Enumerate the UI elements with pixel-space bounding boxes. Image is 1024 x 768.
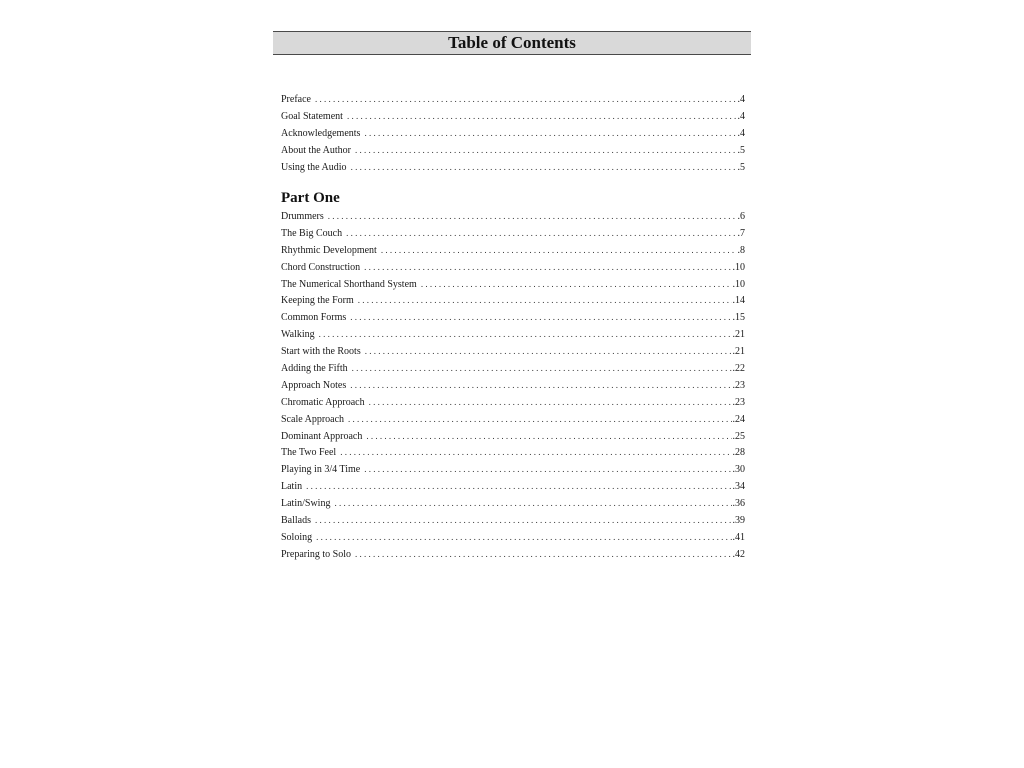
toc-leader-dots: [350, 377, 731, 394]
toc-entry-page: .42: [732, 548, 745, 560]
toc-entry-title: The Numerical Shorthand System: [281, 278, 417, 290]
toc-entry: [281, 360, 745, 377]
toc-entry-title: Walking: [281, 329, 315, 341]
toc-entry-page: .36: [732, 498, 745, 510]
toc-leader-dots: [316, 529, 731, 546]
toc-entry-title: Common Forms: [281, 312, 347, 324]
toc-entry-title: The Two Feel: [281, 447, 337, 459]
toc-entry-page: .10: [732, 278, 745, 290]
toc-leader-dots: [366, 428, 731, 445]
toc-entry-title: Scale Approach: [281, 413, 345, 425]
toc-entry-page: .28: [732, 447, 745, 459]
toc-entry-title: The Big Couch: [281, 227, 343, 239]
toc-entry: [281, 276, 745, 293]
toc-entry-page: .6: [737, 211, 745, 222]
toc-entry: [281, 461, 745, 478]
toc-entry-page: .24: [732, 413, 745, 425]
toc-part-one-list: [281, 208, 745, 563]
toc-leader-dots: [358, 292, 732, 309]
toc-entry-title: Soloing: [281, 531, 313, 543]
toc-entry: [281, 478, 745, 495]
toc-leader-dots: [306, 478, 731, 495]
toc-leader-dots: [350, 309, 731, 326]
toc-entry-page: .39: [732, 515, 745, 527]
toc-entry: [281, 309, 745, 326]
toc-entry: [281, 242, 745, 259]
toc-leader-dots: [364, 461, 731, 478]
toc-leader-dots: [355, 142, 737, 159]
page-title: Table of Contents: [273, 31, 751, 55]
toc-entry-title: Dominant Approach: [281, 430, 363, 442]
toc-leader-dots: [355, 546, 732, 563]
toc-entry-title: Adding the Fifth: [281, 363, 348, 375]
toc-entry: [281, 326, 745, 343]
toc-entry: [281, 259, 745, 276]
toc-leader-dots: [340, 444, 731, 461]
toc-entry: [281, 512, 745, 529]
toc-entry-page: .25: [732, 430, 745, 442]
toc-intro-list: [281, 91, 745, 175]
toc-entry-title: Keeping the Form: [281, 295, 354, 307]
toc-entry: [281, 225, 745, 242]
toc-leader-dots: [364, 259, 731, 276]
toc-leader-dots: [315, 91, 737, 108]
toc-entry-title: Approach Notes: [281, 379, 347, 391]
toc-entry-page: .21: [732, 329, 745, 341]
toc-entry: [281, 411, 745, 428]
toc-entry-page: .23: [732, 396, 745, 408]
toc-entry: [281, 125, 745, 142]
toc-leader-dots: [369, 394, 732, 411]
toc-entry-page: .15: [732, 312, 745, 324]
toc-leader-dots: [347, 108, 737, 125]
toc-entry-page: .5: [737, 144, 745, 156]
toc-entry-title: Using the Audio: [281, 161, 347, 173]
toc-entry-page: .10: [732, 261, 745, 273]
toc-entry: [281, 377, 745, 394]
toc-entry-title: Preparing to Solo: [281, 548, 351, 560]
toc-entry-title: Latin/Swing: [281, 498, 331, 510]
toc-entry: [281, 142, 745, 159]
toc-entry-page: .34: [732, 481, 745, 493]
toc-entry-page: .14: [732, 295, 745, 307]
toc-entry: [281, 292, 745, 309]
toc-entry-title: Start with the Roots: [281, 346, 361, 358]
toc-entry: [281, 546, 745, 563]
toc-entry-page: .23: [732, 379, 745, 391]
toc-entry-page: .22: [732, 363, 745, 375]
toc-leader-dots: [381, 242, 737, 259]
toc-entry-title: About the Author: [281, 144, 351, 156]
toc-entry: [281, 159, 745, 176]
toc-entry-title: Ballads: [281, 515, 311, 527]
toc-entry-title: Latin: [281, 481, 303, 493]
toc-entry: [281, 394, 745, 411]
toc-entry-page: .41: [732, 531, 745, 543]
toc-entry: [281, 444, 745, 461]
toc-entry-title: Goal Statement: [281, 110, 343, 122]
toc-leader-dots: [352, 360, 732, 377]
toc-leader-dots: [334, 495, 731, 512]
toc-entry-page: .4: [737, 94, 745, 105]
toc-entry: [281, 208, 745, 225]
part-one-heading: Part One: [281, 190, 340, 206]
toc-entry: [281, 428, 745, 445]
toc-leader-dots: [421, 276, 732, 293]
toc-entry: [281, 529, 745, 546]
toc-entry-page: .4: [737, 110, 745, 122]
toc-leader-dots: [364, 125, 736, 142]
toc-entry: [281, 343, 745, 360]
toc-entry: [281, 495, 745, 512]
toc-leader-dots: [348, 411, 731, 428]
toc-leader-dots: [365, 343, 732, 360]
toc-leader-dots: [315, 512, 732, 529]
toc-entry: [281, 91, 745, 108]
toc-entry-page: .21: [732, 346, 745, 358]
toc-entry-title: Drummers: [281, 211, 324, 222]
toc-entry-title: Chromatic Approach: [281, 396, 365, 408]
toc-leader-dots: [346, 225, 736, 242]
toc-entry: [281, 108, 745, 125]
toc-leader-dots: [351, 159, 737, 176]
toc-entry-title: Chord Construction: [281, 261, 361, 273]
toc-entry-page: .30: [732, 464, 745, 476]
toc-leader-dots: [328, 208, 737, 225]
toc-entry-title: Preface: [281, 94, 311, 105]
toc-entry-page: .4: [737, 127, 745, 139]
toc-entry-title: Acknowledgements: [281, 127, 361, 139]
toc-entry-page: .8: [737, 244, 745, 256]
toc-entry-page: .7: [737, 227, 745, 239]
toc-entry-page: .5: [737, 161, 745, 173]
toc-entry-title: Rhythmic Development: [281, 244, 377, 256]
toc-entry-title: Playing in 3/4 Time: [281, 464, 361, 476]
toc-leader-dots: [319, 326, 732, 343]
